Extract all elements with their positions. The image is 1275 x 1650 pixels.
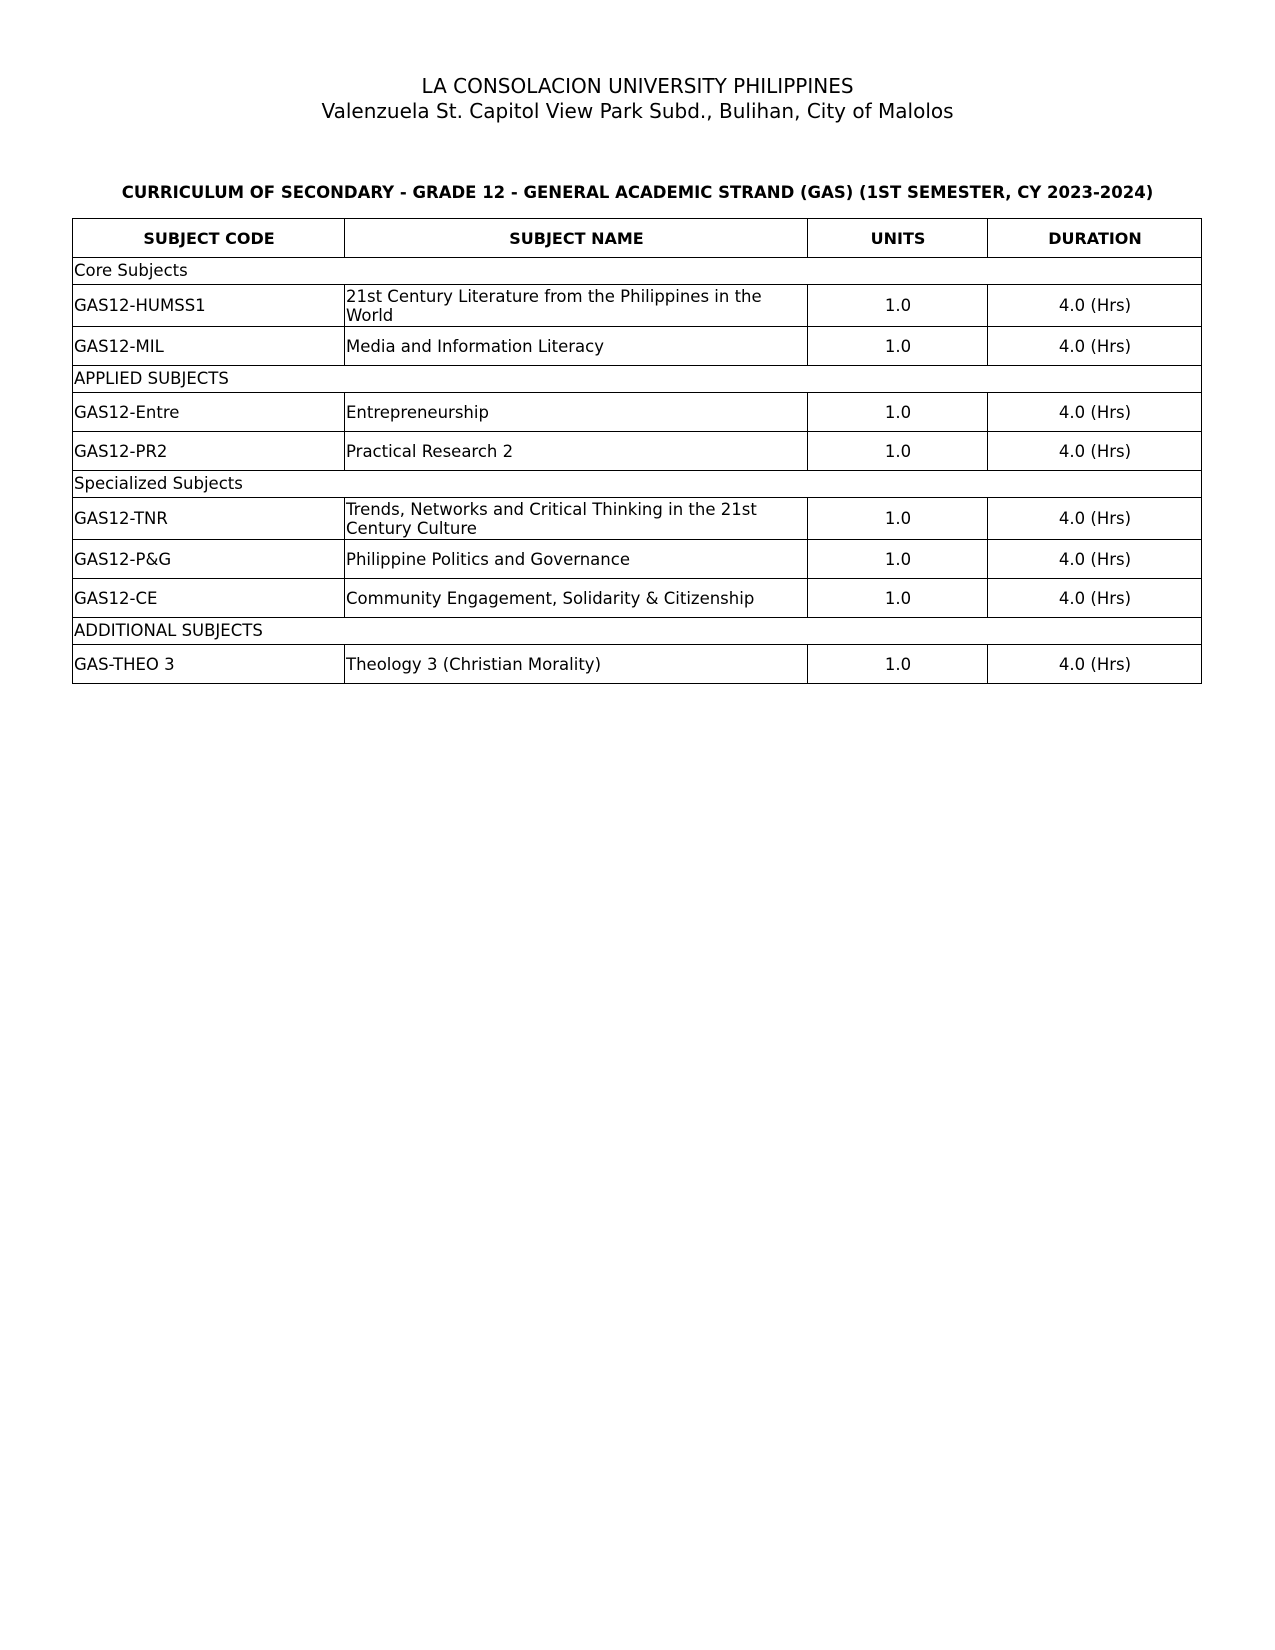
subject-name: Trends, Networks and Critical Thinking in the 21st Century Culture [345,498,808,540]
subject-code: GAS12-PR2 [73,432,345,471]
section-row-additional [73,618,1202,645]
institution-address: Valenzuela St. Capitol View Park Subd., Bulihan, City of Malolos [321,99,954,123]
subject-name: Practical Research 2 [345,432,808,471]
subject-code: GAS12-TNR [73,498,345,540]
subject-duration: 4.0 (Hrs) [988,645,1202,684]
column-header-units: UNITS [808,219,988,258]
table-row [73,432,1202,471]
table-row [73,327,1202,366]
subject-units: 1.0 [808,498,988,540]
subject-name: Entrepreneurship [345,393,808,432]
subject-name: 21st Century Literature from the Philippines in the World [345,285,808,327]
subject-code: GAS12-CE [73,579,345,618]
subject-duration: 4.0 (Hrs) [988,393,1202,432]
table-row [73,285,1202,327]
subject-duration: 4.0 (Hrs) [988,327,1202,366]
section-row-core [73,258,1202,285]
subject-name: Media and Information Literacy [345,327,808,366]
curriculum-table [72,218,1202,684]
subject-code: GAS-THEO 3 [73,645,345,684]
subject-duration: 4.0 (Hrs) [988,498,1202,540]
document-header [0,74,1275,124]
table-row [73,645,1202,684]
table-row [73,498,1202,540]
table-row [73,393,1202,432]
section-row-specialized [73,471,1202,498]
table-header-row [73,219,1202,258]
subject-units: 1.0 [808,579,988,618]
column-header-subject-name: SUBJECT NAME [345,219,808,258]
subject-code: GAS12-MIL [73,327,345,366]
subject-duration: 4.0 (Hrs) [988,540,1202,579]
section-label: Specialized Subjects [73,471,1202,498]
section-row-applied [73,366,1202,393]
table-row [73,579,1202,618]
curriculum-title: CURRICULUM OF SECONDARY - GRADE 12 - GENERAL ACADEMIC STRAND (GAS) (1ST SEMESTER, CY 2023-2024) [121,183,1154,202]
subject-code: GAS12-HUMSS1 [73,285,345,327]
subject-units: 1.0 [808,645,988,684]
subject-units: 1.0 [808,285,988,327]
subject-name: Community Engagement, Solidarity & Citizenship [345,579,808,618]
subject-units: 1.0 [808,393,988,432]
subject-name: Philippine Politics and Governance [345,540,808,579]
section-label: APPLIED SUBJECTS [73,366,1202,393]
subject-duration: 4.0 (Hrs) [988,579,1202,618]
subject-duration: 4.0 (Hrs) [988,432,1202,471]
subject-code: GAS12-P&G [73,540,345,579]
institution-name: LA CONSOLACION UNIVERSITY PHILIPPINES [421,74,854,98]
table-row [73,540,1202,579]
section-label: Core Subjects [73,258,1202,285]
subject-units: 1.0 [808,540,988,579]
column-header-duration: DURATION [988,219,1202,258]
subject-name: Theology 3 (Christian Morality) [345,645,808,684]
subject-units: 1.0 [808,327,988,366]
subject-duration: 4.0 (Hrs) [988,285,1202,327]
column-header-subject-code: SUBJECT CODE [73,219,345,258]
subject-code: GAS12-Entre [73,393,345,432]
section-label: ADDITIONAL SUBJECTS [73,618,1202,645]
subject-units: 1.0 [808,432,988,471]
